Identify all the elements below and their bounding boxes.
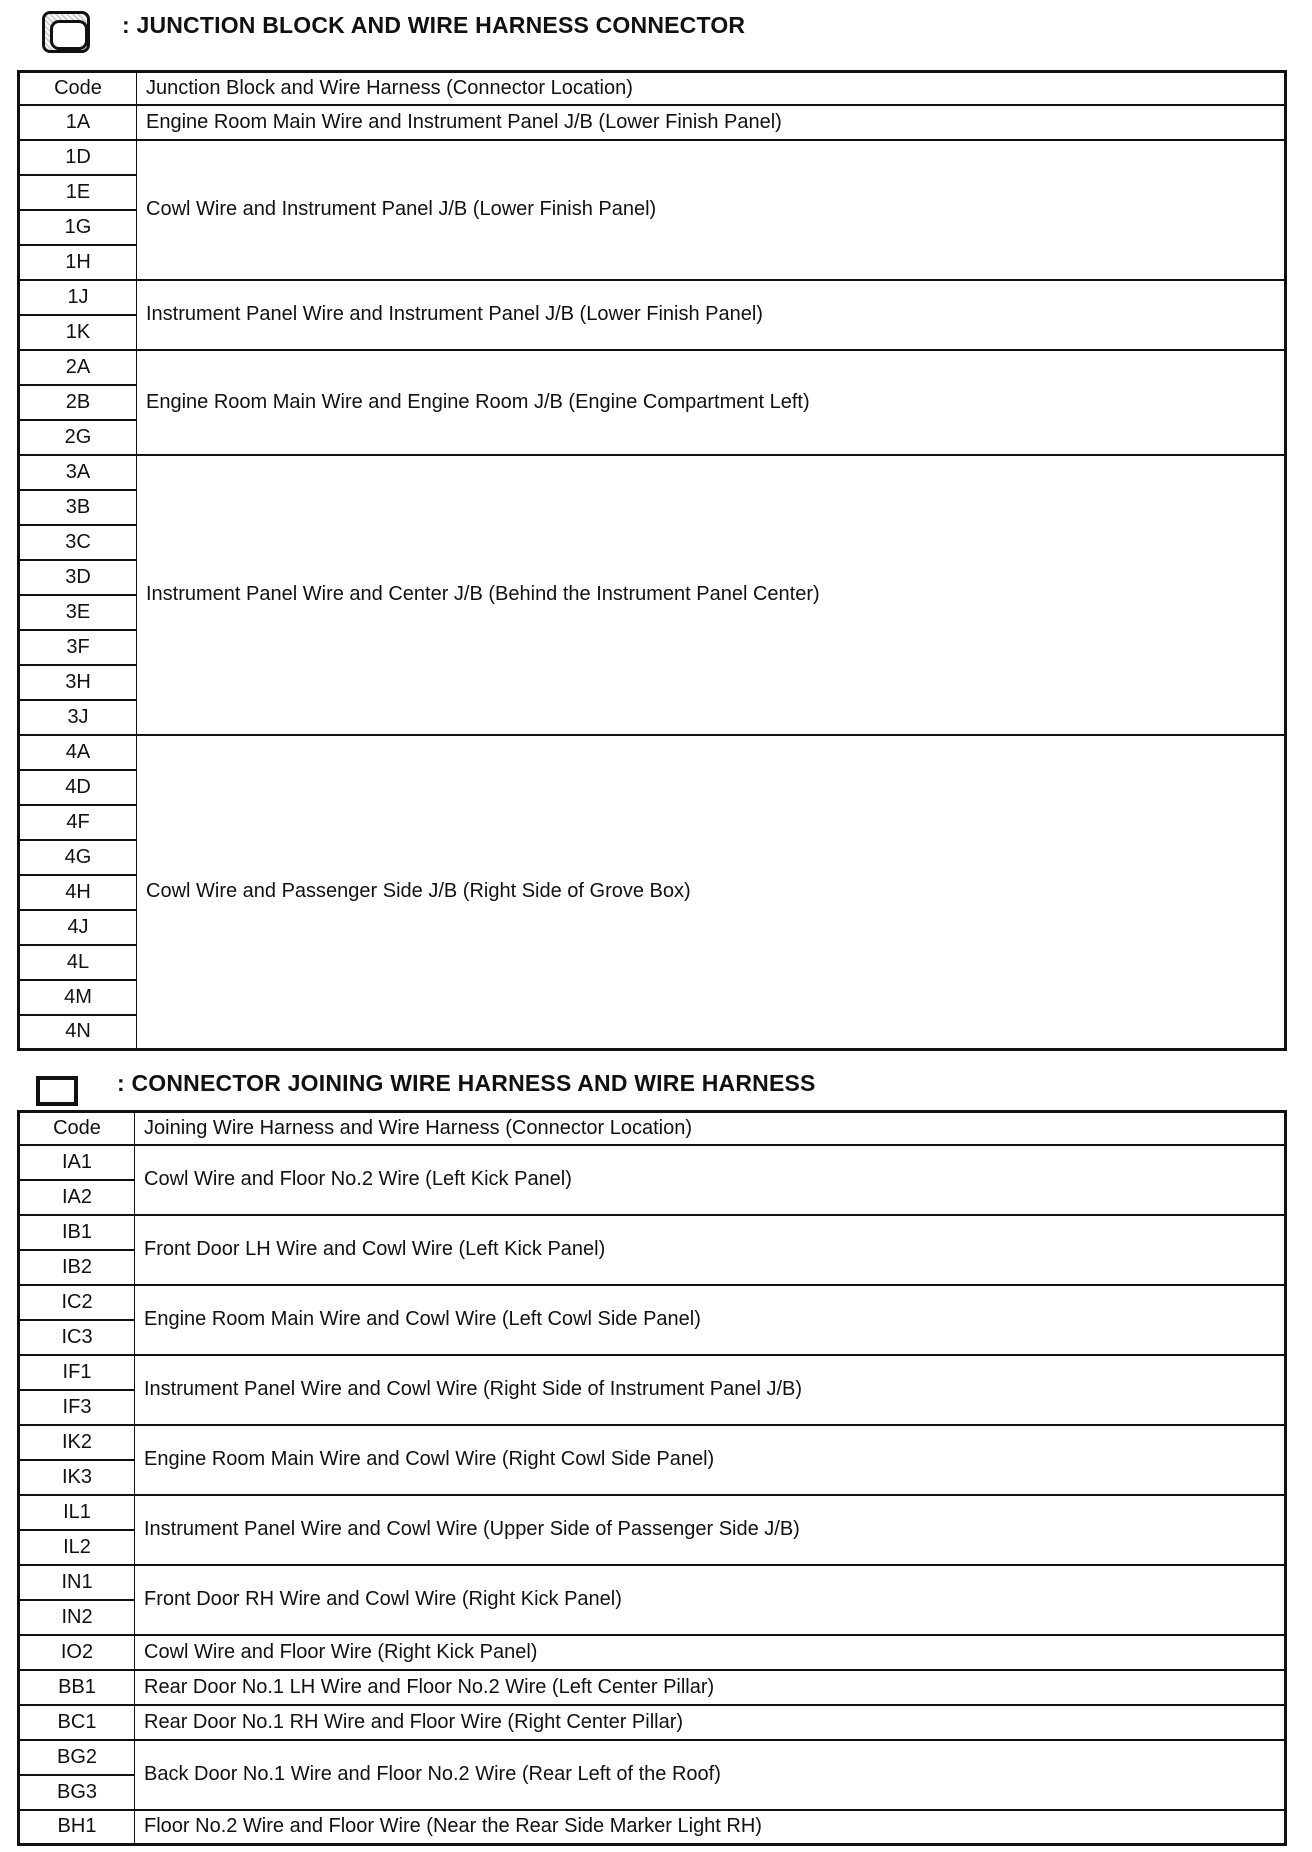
table-row bbox=[19, 140, 1286, 175]
connector-code: BC1 bbox=[19, 1705, 135, 1740]
connector-location-description: Instrument Panel Wire and Center J/B (Behind the Instrument Panel Center) bbox=[137, 455, 1286, 735]
table-row bbox=[19, 1565, 1286, 1600]
connector-code: IN1 bbox=[19, 1565, 135, 1600]
connector-code: IL2 bbox=[19, 1530, 135, 1565]
connector-location-description: Engine Room Main Wire and Cowl Wire (Left Cowl Side Panel) bbox=[135, 1285, 1286, 1355]
table-row bbox=[19, 1425, 1286, 1460]
connector-code: IK3 bbox=[19, 1460, 135, 1495]
connector-code: IF1 bbox=[19, 1355, 135, 1390]
connector-code: IO2 bbox=[19, 1635, 135, 1670]
connector-code: IB2 bbox=[19, 1250, 135, 1285]
connector-code: 4F bbox=[19, 805, 137, 840]
header-description: Junction Block and Wire Harness (Connector Location) bbox=[137, 72, 1286, 105]
connector-location-description: Back Door No.1 Wire and Floor No.2 Wire (Rear Left of the Roof) bbox=[135, 1740, 1286, 1810]
connector-code: 3J bbox=[19, 700, 137, 735]
connector-location-description: Instrument Panel Wire and Instrument Panel J/B (Lower Finish Panel) bbox=[137, 280, 1286, 350]
table-row bbox=[19, 1215, 1286, 1250]
header-code: Code bbox=[19, 1112, 135, 1145]
connector-code: 1G bbox=[19, 210, 137, 245]
table-row bbox=[19, 1495, 1286, 1530]
table-header-row bbox=[19, 1112, 1286, 1145]
table-row bbox=[19, 455, 1286, 490]
connector-location-description: Cowl Wire and Floor No.2 Wire (Left Kick Panel) bbox=[135, 1145, 1286, 1215]
table-header-row bbox=[19, 72, 1286, 105]
connector-code: 3E bbox=[19, 595, 137, 630]
connector-code: 3F bbox=[19, 630, 137, 665]
connector-code: 4L bbox=[19, 945, 137, 980]
connector-code: BG2 bbox=[19, 1740, 135, 1775]
connector-code: 2A bbox=[19, 350, 137, 385]
connector-location-description: Rear Door No.1 RH Wire and Floor Wire (Right Center Pillar) bbox=[135, 1705, 1286, 1740]
section-title-text: : JUNCTION BLOCK AND WIRE HARNESS CONNECTOR bbox=[122, 12, 746, 38]
connector-code: 1E bbox=[19, 175, 137, 210]
connector-code: IA2 bbox=[19, 1180, 135, 1215]
connector-code: IF3 bbox=[19, 1390, 135, 1425]
section-title-text: : CONNECTOR JOINING WIRE HARNESS AND WIRE HARNESS bbox=[117, 1070, 816, 1096]
connector-code: 1J bbox=[19, 280, 137, 315]
connector-location-description: Cowl Wire and Passenger Side J/B (Right Side of Grove Box) bbox=[137, 735, 1286, 1050]
table-row bbox=[19, 1740, 1286, 1775]
connector-location-description: Cowl Wire and Instrument Panel J/B (Lower Finish Panel) bbox=[137, 140, 1286, 280]
connector-code: IN2 bbox=[19, 1600, 135, 1635]
connector-code: 3B bbox=[19, 490, 137, 525]
connector-code: 3H bbox=[19, 665, 137, 700]
junction-block-icon bbox=[42, 11, 90, 53]
connector-code: 1D bbox=[19, 140, 137, 175]
connector-code: IB1 bbox=[19, 1215, 135, 1250]
table-row bbox=[19, 1635, 1286, 1670]
header-code: Code bbox=[19, 72, 137, 105]
connector-code: BH1 bbox=[19, 1810, 135, 1845]
table-row bbox=[19, 280, 1286, 315]
connector-code: 3C bbox=[19, 525, 137, 560]
connector-code: 1H bbox=[19, 245, 137, 280]
connector-icon bbox=[36, 1076, 78, 1106]
connector-code: 2G bbox=[19, 420, 137, 455]
connector-location-description: Engine Room Main Wire and Instrument Panel J/B (Lower Finish Panel) bbox=[137, 105, 1286, 140]
table-row bbox=[19, 1705, 1286, 1740]
connector-code: 1K bbox=[19, 315, 137, 350]
table-row bbox=[19, 105, 1286, 140]
section-title-junction-block bbox=[122, 12, 745, 39]
connector-code: 2B bbox=[19, 385, 137, 420]
connector-location-description: Front Door RH Wire and Cowl Wire (Right Kick Panel) bbox=[135, 1565, 1286, 1635]
connector-code: BB1 bbox=[19, 1670, 135, 1705]
connector-code: IC2 bbox=[19, 1285, 135, 1320]
connector-location-description: Instrument Panel Wire and Cowl Wire (Upper Side of Passenger Side J/B) bbox=[135, 1495, 1286, 1565]
connector-code: 1A bbox=[19, 105, 137, 140]
connector-code: IA1 bbox=[19, 1145, 135, 1180]
connector-code: 4M bbox=[19, 980, 137, 1015]
table-row bbox=[19, 1145, 1286, 1180]
connector-code: 3D bbox=[19, 560, 137, 595]
junction-block-table bbox=[17, 70, 1287, 1051]
connector-location-description: Instrument Panel Wire and Cowl Wire (Right Side of Instrument Panel J/B) bbox=[135, 1355, 1286, 1425]
table-row bbox=[19, 1810, 1286, 1845]
table-row bbox=[19, 735, 1286, 770]
connector-location-description: Front Door LH Wire and Cowl Wire (Left Kick Panel) bbox=[135, 1215, 1286, 1285]
connector-code: BG3 bbox=[19, 1775, 135, 1810]
connector-code: 3A bbox=[19, 455, 137, 490]
connector-table bbox=[17, 1110, 1287, 1846]
table-row bbox=[19, 1285, 1286, 1320]
connector-code: 4A bbox=[19, 735, 137, 770]
connector-code: 4D bbox=[19, 770, 137, 805]
connector-location-description: Rear Door No.1 LH Wire and Floor No.2 Wire (Left Center Pillar) bbox=[135, 1670, 1286, 1705]
table-row bbox=[19, 1355, 1286, 1390]
connector-code: 4H bbox=[19, 875, 137, 910]
section-title-connector bbox=[117, 1070, 816, 1097]
header-description: Joining Wire Harness and Wire Harness (Connector Location) bbox=[135, 1112, 1286, 1145]
connector-location-description: Floor No.2 Wire and Floor Wire (Near the Rear Side Marker Light RH) bbox=[135, 1810, 1286, 1845]
connector-code: 4J bbox=[19, 910, 137, 945]
connector-code: 4N bbox=[19, 1015, 137, 1050]
connector-code: IK2 bbox=[19, 1425, 135, 1460]
connector-location-description: Engine Room Main Wire and Cowl Wire (Right Cowl Side Panel) bbox=[135, 1425, 1286, 1495]
connector-code: 4G bbox=[19, 840, 137, 875]
connector-location-description: Engine Room Main Wire and Engine Room J/B (Engine Compartment Left) bbox=[137, 350, 1286, 455]
connector-location-description: Cowl Wire and Floor Wire (Right Kick Panel) bbox=[135, 1635, 1286, 1670]
table-row bbox=[19, 1670, 1286, 1705]
connector-code: IL1 bbox=[19, 1495, 135, 1530]
connector-code: IC3 bbox=[19, 1320, 135, 1355]
table-row bbox=[19, 350, 1286, 385]
